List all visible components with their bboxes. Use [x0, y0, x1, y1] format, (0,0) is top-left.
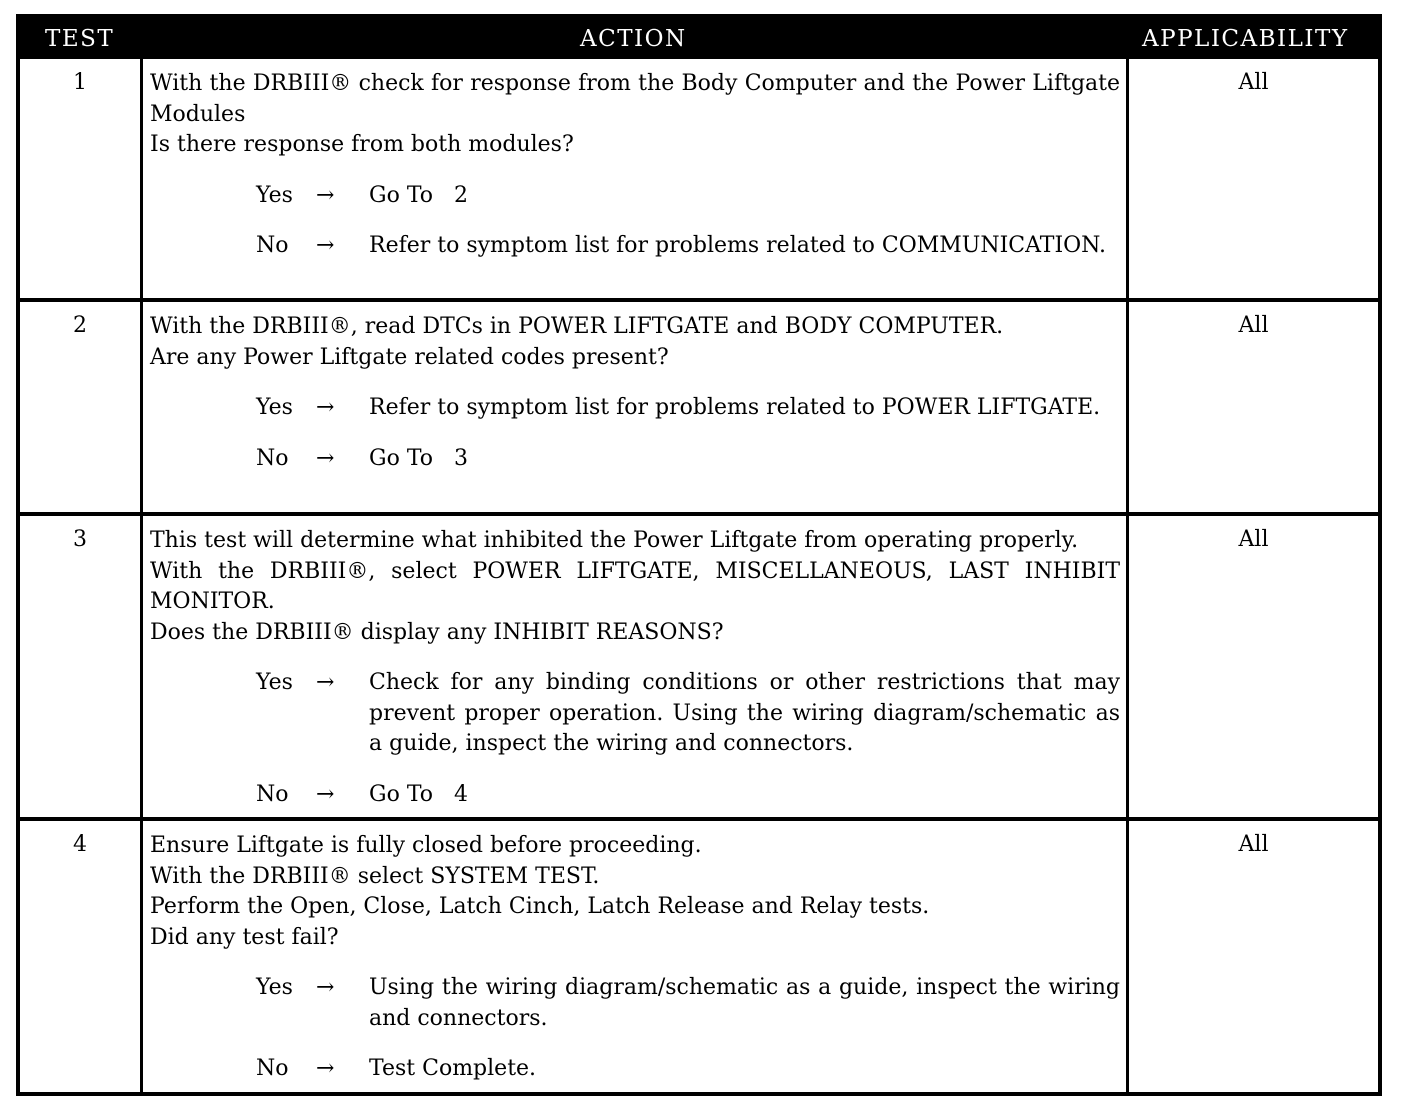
yes-label: Yes: [256, 670, 293, 695]
yes-text: Go To 2: [369, 182, 468, 208]
test-number: 4: [73, 832, 87, 857]
yes-label: Yes: [256, 395, 293, 420]
no-text: Refer to symptom list for problems related to COMMUNICATION.: [369, 233, 1107, 258]
arrow-icon: →: [316, 445, 335, 471]
arrow-icon: →: [316, 975, 335, 1000]
no-label: No: [256, 781, 289, 807]
no-answer: [150, 780, 1120, 811]
question-text: With the DRBIII® check for response from the Body Computer and the Power Liftgate Modules Is there response from both modules?: [150, 71, 1120, 157]
arrow-icon: →: [316, 781, 335, 807]
diagnostic-table: [16, 14, 1382, 1096]
yes-label: Yes: [256, 182, 293, 208]
yes-answer: [150, 668, 1120, 760]
no-answer: [150, 231, 1120, 262]
yes-text: Check for any binding conditions or other restrictions that may prevent proper operation. Using the wiring diagram/schematic as a guide, inspect the wiring and connectors.: [369, 670, 1120, 756]
arrow-icon: →: [316, 1056, 335, 1081]
test-number: 3: [73, 527, 87, 552]
arrow-icon: →: [316, 670, 335, 695]
yes-label: Yes: [256, 975, 293, 1000]
header-applicability: APPLICABILITY: [1142, 26, 1349, 52]
no-label: No: [256, 233, 289, 258]
question-text: This test will determine what inhibited the Power Liftgate from operating properly. With the DRBIII®, select POWER LIFTGATE, MISCELLANEOUS, LAST INHIBIT MONITOR. Does the DRBIII® display any INHIBIT REASONS?: [150, 528, 1120, 645]
test-number: 2: [73, 313, 87, 338]
applicability-value: All: [1238, 313, 1269, 338]
table-header: [20, 18, 1378, 59]
header-test: TEST: [45, 26, 115, 52]
no-answer: [150, 1054, 1120, 1085]
test-number: 1: [73, 70, 87, 95]
no-label: No: [256, 445, 289, 471]
yes-text: Refer to symptom list for problems related to POWER LIFTGATE.: [369, 395, 1101, 420]
arrow-icon: →: [316, 395, 335, 420]
no-text: Test Complete.: [369, 1056, 537, 1081]
applicability-value: All: [1238, 527, 1269, 552]
question-text: Ensure Liftgate is fully closed before proceeding. With the DRBIII® select SYSTEM TEST. Perform the Open, Close, Latch Cinch, Latch Release and Relay tests. Did any test fail?: [150, 833, 930, 950]
action-cell: [150, 526, 1120, 810]
applicability-value: All: [1238, 70, 1269, 95]
header-action: ACTION: [580, 26, 687, 52]
table-row: [20, 821, 1378, 1092]
yes-answer: [150, 973, 1120, 1034]
table-row: [20, 302, 1378, 512]
table-row: [20, 59, 1378, 298]
action-cell: [150, 831, 1120, 1085]
applicability-value: All: [1238, 832, 1269, 857]
arrow-icon: →: [316, 182, 335, 208]
no-text: Go To 4: [369, 781, 468, 807]
no-text: Go To 3: [369, 445, 468, 471]
no-label: No: [256, 1056, 289, 1081]
table-row: [20, 516, 1378, 817]
question-text: With the DRBIII®, read DTCs in POWER LIFTGATE and BODY COMPUTER. Are any Power Liftgate related codes present?: [150, 314, 1004, 370]
action-cell: [150, 312, 1120, 474]
yes-answer: [150, 181, 1120, 212]
no-answer: [150, 444, 1120, 475]
arrow-icon: →: [316, 233, 335, 258]
yes-text: Using the wiring diagram/schematic as a guide, inspect the wiring and connectors.: [369, 975, 1120, 1031]
action-cell: [150, 69, 1120, 262]
yes-answer: [150, 393, 1120, 424]
